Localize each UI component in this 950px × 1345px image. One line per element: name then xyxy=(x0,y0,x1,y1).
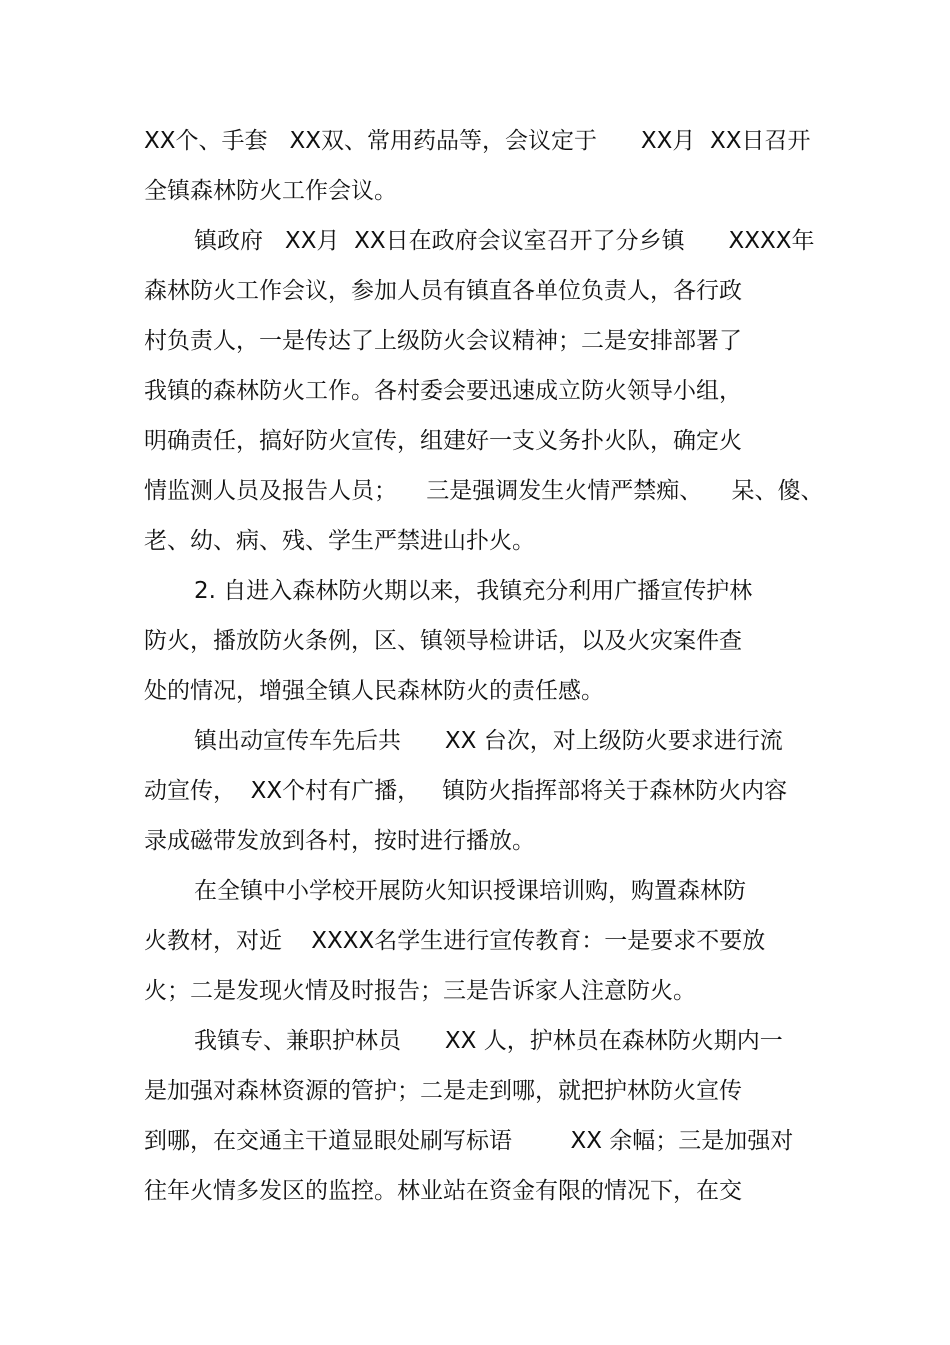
text-line-20: 是加强对森林资源的管护；二是走到哪，就把护林防火宣传 xyxy=(144,1078,742,1104)
text-line-17: 火教材，对近 XXXX名学生进行宣传教育：一是要求不要放 xyxy=(144,928,766,954)
text-line-13: 镇出动宣传车先后共 XX 台次，对上级防火要求进行流 xyxy=(194,728,783,754)
text-line-3: 镇政府 XX月 XX日在政府会议室召开了分乡镇 XXXX年 xyxy=(194,228,815,254)
text-line-21: 到哪，在交通主干道显眼处刷写标语 XX 余幅；三是加强对 xyxy=(144,1128,794,1154)
text-line-14: 动宣传， XX个村有广播， 镇防火指挥部将关于森林防火内容 xyxy=(144,778,788,804)
text-line-11: 防火，播放防火条例，区、镇领导检讲话，以及火灾案件查 xyxy=(144,628,742,654)
text-line-2: 全镇森林防火工作会议。 xyxy=(144,178,397,204)
text-line-18: 火；二是发现火情及时报告；三是告诉家人注意防火。 xyxy=(144,978,696,1004)
text-line-6: 我镇的森林防火工作。各村委会要迅速成立防火领导小组， xyxy=(144,378,742,404)
text-line-12: 处的情况，增强全镇人民森林防火的责任感。 xyxy=(144,678,604,704)
text-line-7: 明确责任，搞好防火宣传，组建好一支义务扑火队，确定火 xyxy=(144,428,742,454)
text-line-9: 老、幼、病、残、学生严禁进山扑火。 xyxy=(144,528,535,554)
text-line-16: 在全镇中小学校开展防火知识授课培训购，购置森林防 xyxy=(194,878,746,904)
text-line-8: 情监测人员及报告人员； 三是强调发生火情严禁痴、 呆、傻、 xyxy=(144,478,824,504)
text-line-4: 森林防火工作会议，参加人员有镇直各单位负责人，各行政 xyxy=(144,278,742,304)
text-line-10: 2. 自进入森林防火期以来，我镇充分利用广播宣传护林 xyxy=(194,578,753,604)
text-line-5: 村负责人，一是传达了上级防火会议精神；二是安排部署了 xyxy=(144,328,742,354)
text-line-19: 我镇专、兼职护林员 XX 人，护林员在森林防火期内一 xyxy=(194,1028,783,1054)
text-line-15: 录成磁带发放到各村，按时进行播放。 xyxy=(144,828,535,854)
text-line-1: XX个、手套 XX双、常用药品等，会议定于 XX月 XX日召开 xyxy=(144,128,811,154)
text-line-22: 往年火情多发区的监控。林业站在资金有限的情况下，在交 xyxy=(144,1178,742,1204)
